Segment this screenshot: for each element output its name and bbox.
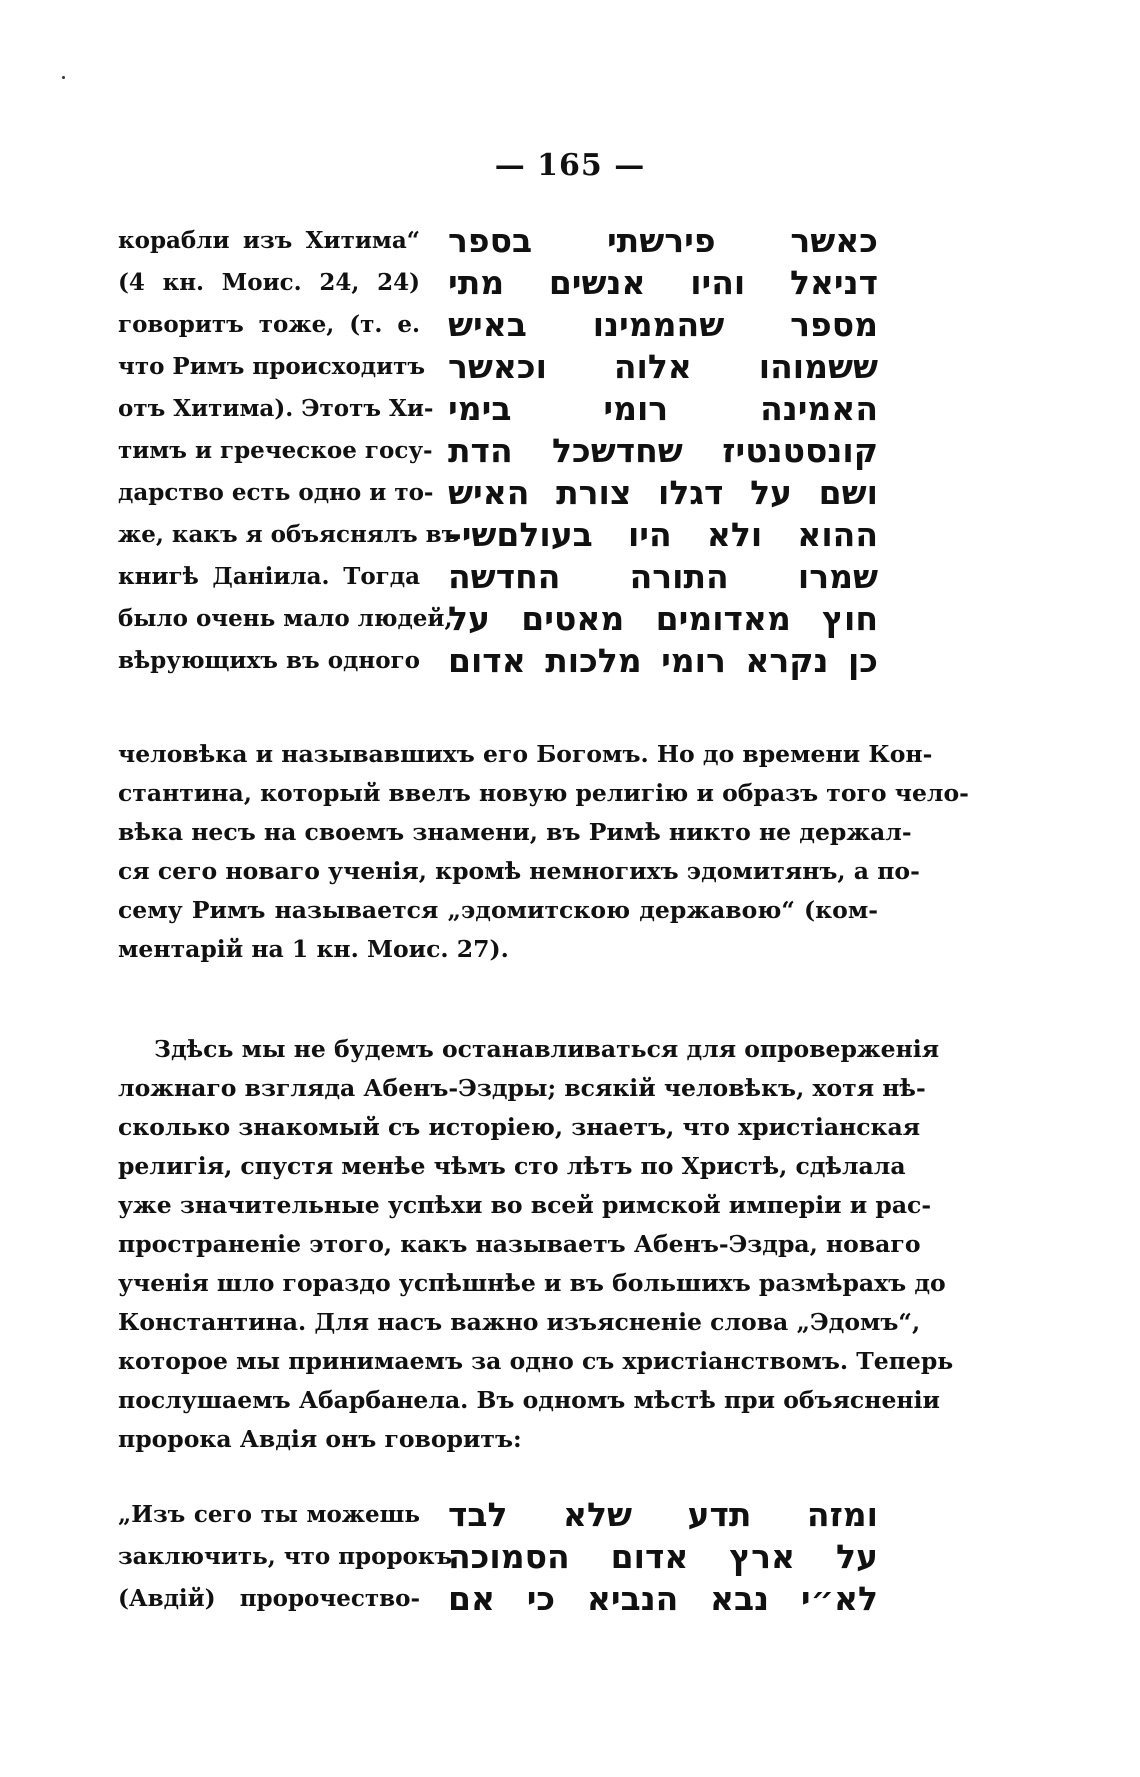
bilingual-row [118, 1536, 878, 1578]
bilingual-row [118, 1578, 878, 1620]
bilingual-row [118, 472, 878, 514]
continuation-text [118, 735, 969, 969]
russian-text: заключить, что пророкъ [118, 1543, 453, 1570]
hebrew-text: ושם על דגלו צורת האיש [448, 473, 878, 512]
text-line: ложнаго взгляда Абенъ-Эздры; всякій человѣкъ, хотя нѣ- [118, 1074, 926, 1102]
hebrew-text: דניאל והיו אנשים מתי [448, 263, 878, 302]
paper-speck [62, 76, 65, 79]
bilingual-row [118, 514, 878, 556]
bilingual-block-1 [118, 220, 878, 682]
bilingual-row [118, 346, 878, 388]
russian-text: же, какъ я объяснялъ въ [118, 521, 460, 548]
text-line: религія, спустя менѣе чѣмъ сто лѣтъ по Христѣ, сдѣлала [118, 1152, 906, 1180]
text-line: ученія шло гораздо успѣшнѣе и въ большихъ размѣрахъ до [118, 1269, 946, 1297]
hebrew-text: האמינה רומי בימי [448, 389, 878, 428]
text-line: сколько знакомый съ исторіею, знаетъ, что христіанская [118, 1113, 921, 1141]
russian-text: (4 кн. Моис. 24, 24) [118, 269, 420, 296]
bilingual-row [118, 430, 878, 472]
bilingual-row [118, 556, 878, 598]
bilingual-row [118, 262, 878, 304]
hebrew-text: קונסטנטיז שחדשכל הדת [448, 431, 878, 470]
paragraph-2 [118, 1030, 954, 1459]
text-line: человѣка и называвшихъ его Богомъ. Но до времени Кон- [118, 740, 933, 768]
hebrew-text: ההוא ולא היו בעולםשי- [448, 515, 878, 554]
text-line: уже значительные успѣхи во всей римской имперіи и рас- [118, 1191, 932, 1219]
page-number: — 165 — [494, 148, 646, 183]
russian-text: было очень мало людей, [118, 605, 453, 632]
bilingual-row [118, 598, 878, 640]
text-line: которое мы принимаемъ за одно съ христіанствомъ. Теперь [118, 1347, 954, 1375]
bilingual-row [118, 220, 878, 262]
russian-text: тимъ и греческое госу- [118, 437, 433, 464]
hebrew-text: ומזה תדע שלא לבד [448, 1495, 878, 1534]
text-line: стантина, который ввелъ новую религію и образъ того чело- [118, 779, 969, 807]
hebrew-text: לא״י נבא הנביא כי אם [448, 1579, 878, 1618]
russian-text: говоритъ тоже, (т. е. [118, 311, 420, 338]
bilingual-row [118, 304, 878, 346]
russian-text: вѣрующихъ въ одного [118, 647, 420, 674]
hebrew-text: ששמוהו אלוה וכאשר [448, 347, 878, 386]
bilingual-row [118, 640, 878, 682]
hebrew-text: שמרו התורה החדשה [448, 557, 878, 596]
russian-text: книгѣ Даніила. Тогда [118, 563, 420, 590]
bilingual-block-2 [118, 1494, 878, 1620]
russian-text: „Изъ сего ты можешь [118, 1501, 420, 1528]
bilingual-row [118, 388, 878, 430]
hebrew-text: מספר שהממינו באיש [448, 305, 878, 344]
bilingual-row [118, 1494, 878, 1536]
text-line: пророка Авдія онъ говоритъ: [118, 1425, 522, 1453]
text-line: ся сего новаго ученія, кромѣ немногихъ эдомитянъ, а по- [118, 857, 920, 885]
text-line: Здѣсь мы не будемъ останавливаться для опроверженія [154, 1035, 940, 1063]
text-line: сему Римъ называется „эдомитскою державою“ (ком- [118, 896, 878, 924]
hebrew-text: כאשר פירשתי בספר [448, 221, 878, 260]
russian-text: (Авдій) пророчество- [118, 1585, 420, 1612]
russian-text: корабли изъ Хитима“ [118, 227, 420, 254]
russian-text: отъ Хитима). Этотъ Хи- [118, 395, 434, 422]
russian-text: что Римъ происходитъ [118, 353, 426, 380]
text-line: вѣка несъ на своемъ знамени, въ Римѣ никто не держал- [118, 818, 912, 846]
text-line: ментарій на 1 кн. Моис. 27). [118, 935, 509, 963]
text-line: пространеніе этого, какъ называетъ Абенъ-Эздра, новаго [118, 1230, 921, 1258]
hebrew-text: כן נקרא רומי מלכות אדום [448, 641, 878, 680]
russian-text: дарство есть одно и то- [118, 479, 434, 506]
text-line: Константина. Для насъ важно изъясненіе слова „Эдомъ“, [118, 1308, 921, 1336]
hebrew-text: על ארץ אדום הסמוכה [448, 1537, 878, 1576]
text-line: послушаемъ Абарбанела. Въ одномъ мѣстѣ при объясненіи [118, 1386, 940, 1414]
hebrew-text: חוץ מאדומים מאטים על [448, 599, 878, 638]
